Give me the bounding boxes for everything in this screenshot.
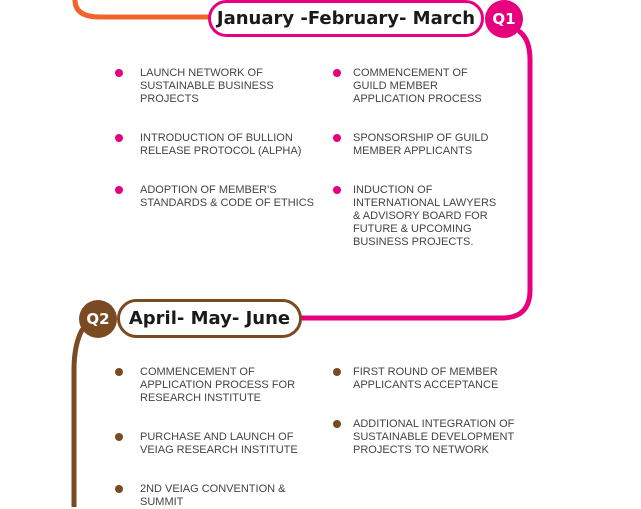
q1-badge: Q1 — [485, 0, 523, 38]
milestone-item: COMMENCEMENT OF GUILD MEMBER APPLICATION PROCESS — [353, 67, 482, 105]
q2-badge: Q2 — [79, 300, 117, 338]
bullet-dot — [115, 186, 123, 194]
milestone-item: COMMENCEMENT OF APPLICATION PROCESS FOR RESEARCH INSTITUTE — [140, 366, 296, 404]
milestone-item: SPONSORSHIP OF GUILD MEMBER APPLICANTS — [353, 132, 489, 157]
milestone-item: 2ND VEIAG CONVENTION & SUMMIT — [140, 483, 286, 508]
milestone-item: INDUCTION OF INTERNATIONAL LAWYERS & ADVISORY BOARD FOR FUTURE & UPCOMING BUSINESS PROJECTS. — [353, 184, 497, 248]
q1-period-title: January -February- March — [208, 0, 484, 37]
bullet-dot — [115, 368, 123, 376]
q2-period-title: April- May- June — [117, 299, 302, 338]
q2-connector — [74, 330, 82, 507]
previous-quarter-connector — [75, 0, 210, 17]
bullet-dot — [333, 186, 341, 194]
bullet-dot — [115, 69, 123, 77]
bullet-dot — [115, 485, 123, 493]
milestone-item: ADOPTION OF MEMBER'S STANDARDS & CODE OF ETHICS — [140, 184, 314, 209]
bullet-dot — [115, 134, 123, 142]
bullet-dot — [333, 368, 341, 376]
milestone-item: INTRODUCTION OF BULLION RELEASE PROTOCOL (ALPHA) — [140, 132, 302, 157]
milestone-item: LAUNCH NETWORK OF SUSTAINABLE BUSINESS PROJECTS — [140, 67, 274, 105]
milestone-item: FIRST ROUND OF MEMBER APPLICANTS ACCEPTANCE — [353, 366, 499, 391]
bullet-dot — [333, 134, 341, 142]
bullet-dot — [333, 69, 341, 77]
milestone-item: PURCHASE AND LAUNCH OF VEIAG RESEARCH INSTITUTE — [140, 431, 298, 456]
bullet-dot — [115, 433, 123, 441]
bullet-dot — [333, 420, 341, 428]
milestone-item: ADDITIONAL INTEGRATION OF SUSTAINABLE DEVELOPMENT PROJECTS TO NETWORK — [353, 418, 515, 456]
